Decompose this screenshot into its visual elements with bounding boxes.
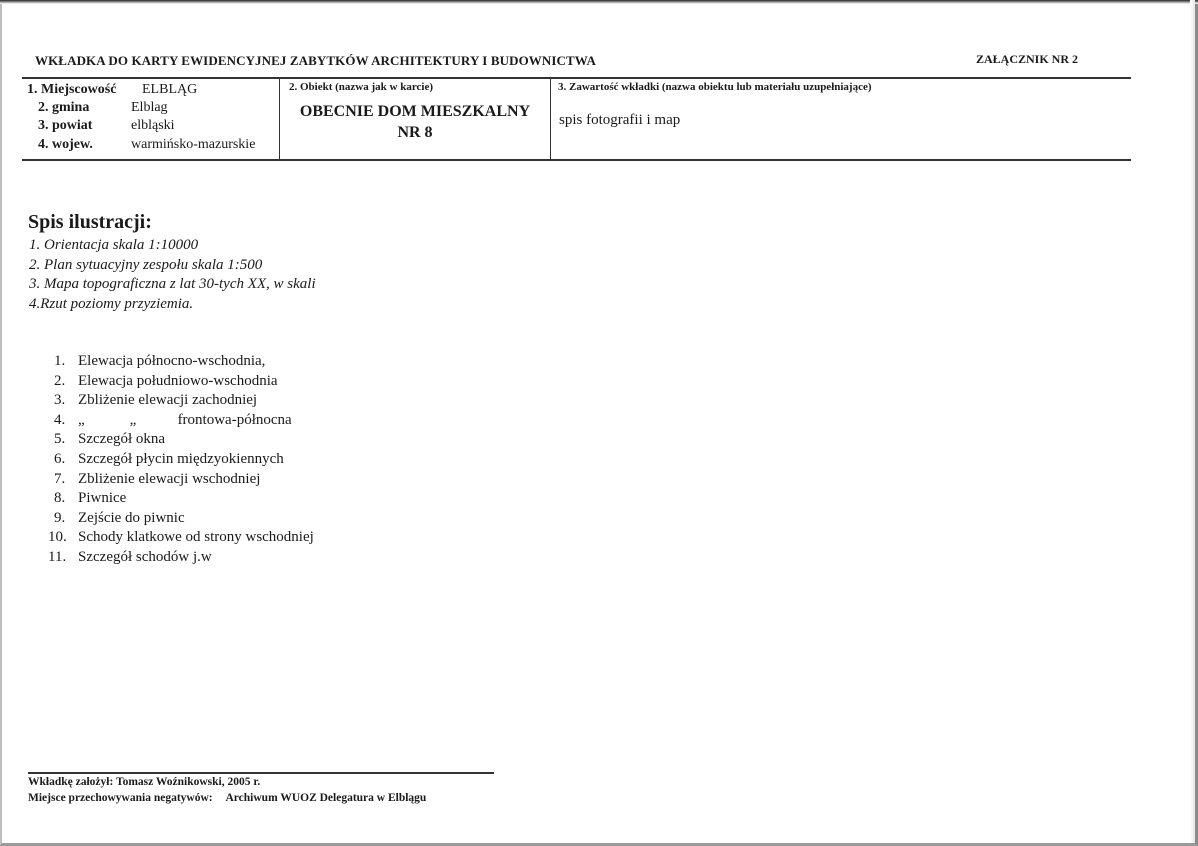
photo-item [48,528,314,548]
photo-caption: Zbliżenie elewacji zachodniej [78,392,258,409]
photo-number: 3. [54,392,66,409]
object-name-line-2: NR 8 [397,124,433,141]
photo-number: 6. [54,450,66,467]
photo-item [54,450,314,470]
photo-number: 4. [54,411,66,428]
county-value: elbląski [131,118,175,133]
document-title: WKŁADKA DO KARTY EWIDENCYJNEJ ZABYTKÓW ARCHITEKTURY I BUDOWNICTWA [35,53,596,68]
photo-caption: Elewacja południowo-wschodnia [78,372,278,389]
county-label: 3. powiat [38,118,93,133]
contents-value: spis fotografii i map [559,112,681,128]
photo-item [54,430,314,450]
illustration-item: 1. Orientacja skala 1:10000 [29,237,199,253]
illustrations-list [29,236,316,314]
photo-caption: Zejście do piwnic [78,509,185,526]
voivodeship-label: 4. wojew. [38,137,93,152]
photo-caption: Szczegół schodów j.w [78,548,212,565]
annex-number: ZAŁĄCZNIK NR 2 [976,52,1079,66]
photo-number: 8. [54,490,66,507]
scan-top-edge [0,0,1198,4]
commune-value: Elblag [131,100,168,115]
object-label: 2. Obiekt (nazwa jak w karcie) [289,81,434,93]
photo-caption: Szczegół okna [78,431,166,448]
photo-item [54,489,314,509]
contents-label: 3. Zawartość wkładki (nazwa obiektu lub materiału uzupełniające) [558,81,872,93]
photo-number: 7. [54,470,66,487]
locality-row [27,81,198,98]
illustration-item: 4.Rzut poziomy przyziemia. [29,295,194,312]
photo-item [54,509,314,529]
voivodeship-row [38,136,256,153]
footer-rule [28,772,494,774]
photo-number: 9. [54,509,66,526]
photo-item [54,391,314,411]
photo-caption: Zbliżenie elewacji wschodniej [78,470,261,487]
photo-item [48,548,314,568]
illustration-item: 2. Plan sytuacyjny zespołu skala 1:500 [29,256,263,273]
illustration-item: 3. Mapa topograficzna z lat 30-tych XX, w skali [29,276,316,292]
photo-list [48,352,314,568]
object-name [281,101,549,143]
photo-number: 1. [54,353,66,369]
photo-item [54,372,314,392]
illustrations-heading: Spis ilustracji: [28,211,152,233]
locality-label: 1. Miejscowość [27,82,117,97]
footer-storage [28,792,426,804]
header-table-top-rule [22,77,1131,79]
header-table-bottom-rule [22,159,1131,161]
photo-item [54,470,314,490]
storage-value: Archiwum WUOZ Delegatura w Elblągu [225,792,427,804]
photo-item [54,411,314,431]
photo-caption: Piwnice [78,490,127,507]
object-name-line-1: OBECNIE DOM MIESZKALNY [299,103,531,120]
photo-number: 5. [54,431,66,448]
photo-item [54,352,314,372]
locality-value: ELBLĄG [142,82,198,97]
photo-caption: „ „ frontowa-północna [78,411,292,428]
commune-label: 2. gmina [38,100,90,115]
column-divider-2 [550,77,551,160]
scan-right-shadow [1190,0,1195,843]
commune-row [38,99,168,116]
footer-author: Wkładkę założył: Tomasz Woźnikowski, 2005 r. [28,776,261,788]
photo-caption: Elewacja północno-wschodnia, [78,353,266,369]
photo-number: 11. [48,548,67,565]
photo-caption: Schody klatkowe od strony wschodniej [78,529,314,546]
photo-caption: Szczegół płycin międzyokiennych [78,450,284,467]
photo-number: 2. [54,372,66,389]
county-row [38,117,175,134]
voivodeship-value: warmińsko-mazurskie [131,137,256,152]
column-divider-1 [279,77,280,160]
photo-number: 10. [48,529,67,546]
storage-label: Miejsce przechowywania negatywów: [28,792,213,804]
